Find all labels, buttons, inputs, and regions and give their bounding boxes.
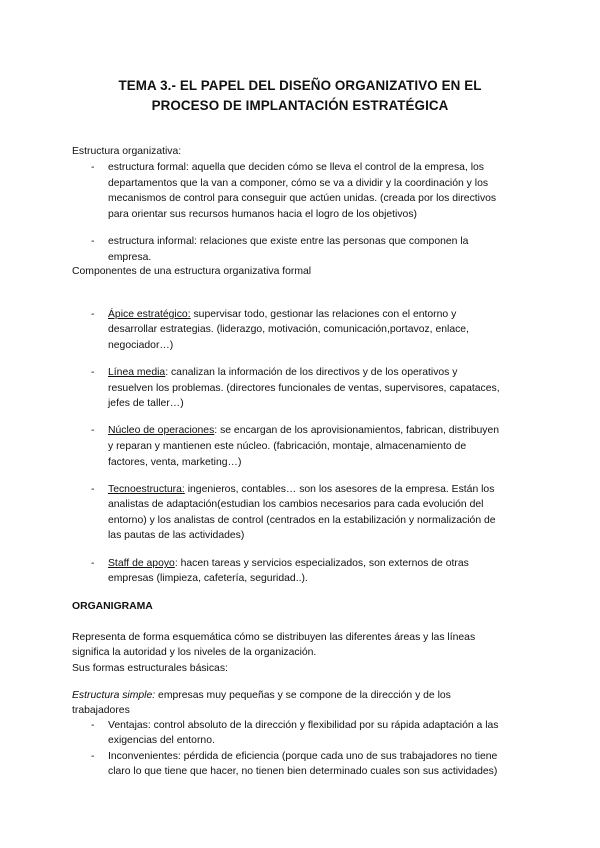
inconvenientes-line-2: claro lo que tiene que hacer, no tienen bien determinado cuales son sus actividades) bbox=[108, 766, 498, 777]
apice-text: supervisar todo, gestionar las relaciones con el entorno y bbox=[190, 309, 457, 320]
simple-line-1 bbox=[72, 688, 451, 704]
simple-text: empresas muy pequeñas y se compone de la dirección y de los bbox=[155, 690, 451, 701]
simple-term: Estructura simple: bbox=[72, 690, 156, 701]
linea-line-3: jefes de taller…) bbox=[108, 398, 184, 409]
bullet-dash: - bbox=[91, 484, 95, 495]
ventajas-line-1: Ventajas: control absoluto de la dirección y flexibilidad por su rápida adaptación a las bbox=[108, 720, 499, 731]
bullet-dash: - bbox=[91, 720, 95, 731]
tecno-line-4: las pautas de las actividades) bbox=[108, 530, 245, 541]
informal-line-1: estructura informal: relaciones que existe entre las personas que componen la bbox=[108, 236, 469, 247]
apice-line-3: negociador…) bbox=[108, 340, 174, 351]
nucleo-line-1 bbox=[108, 423, 499, 439]
tecno-text: ingenieros, contables… son los asesores de la empresa. Están los bbox=[184, 484, 495, 495]
bullet-dash: - bbox=[91, 558, 95, 569]
organigrama-intro-2: significa la autoridad y los niveles de la organización. bbox=[72, 647, 317, 658]
title-line-2: PROCESO DE IMPLANTACIÓN ESTRATÉGICA bbox=[151, 98, 449, 113]
title-line-1: TEMA 3.- EL PAPEL DEL DISEÑO ORGANIZATIVO EN EL bbox=[118, 78, 482, 93]
formal-line-4: para orientar sus recursos humanos hacia el logro de los objetivos) bbox=[108, 209, 417, 220]
ventajas-line-2: exigencias del entorno. bbox=[108, 735, 215, 746]
bullet-dash: - bbox=[91, 162, 95, 173]
organigrama-heading: ORGANIGRAMA bbox=[72, 601, 153, 612]
formal-line-2: departamentos que la van a componer, cómo se va a dividir y la coordinación y los bbox=[108, 178, 489, 189]
apice-term: Ápice estratégico: bbox=[108, 309, 191, 320]
tecno-line-1 bbox=[108, 482, 494, 498]
staff-text: : hacen tareas y servicios especializados, son externos de otras bbox=[174, 558, 469, 569]
tecno-line-3: entorno) y los analistas de control (centrados en la estabilización y normalización de bbox=[108, 515, 496, 526]
bullet-dash: - bbox=[91, 309, 95, 320]
organigrama-intro-1: Representa de forma esquemática cómo se distribuyen las diferentes áreas y las líneas bbox=[72, 632, 476, 643]
apice-line-2: desarrollar estrategias. (liderazgo, motivación, comunicación,portavoz, enlace, bbox=[108, 324, 469, 335]
nucleo-term: Núcleo de operaciones bbox=[108, 425, 215, 436]
apice-line-1 bbox=[108, 307, 456, 323]
linea-line-2: resuelven los problemas. (directores funcionales de ventas, supervisores, capataces, bbox=[108, 383, 500, 394]
informal-line-2: empresa. bbox=[108, 252, 152, 263]
tecno-term: Tecnoestructura: bbox=[108, 484, 185, 495]
organigrama-intro-3: Sus formas estructurales básicas: bbox=[72, 663, 228, 674]
nucleo-line-2: y reparan y mantienen este núcleo. (fabricación, montaje, almacenamiento de bbox=[108, 441, 467, 452]
staff-line-1 bbox=[108, 556, 469, 572]
tecno-line-2: analistas de adaptación(estudian los cambios necesarios para cada evolución del bbox=[108, 499, 484, 510]
componentes-heading: Componentes de una estructura organizativa formal bbox=[72, 266, 312, 277]
linea-text: : canalizan la información de los directivos y de los operativos y bbox=[165, 367, 458, 378]
staff-line-2: empresas (limpieza, cafetería, seguridad..). bbox=[108, 573, 308, 584]
formal-line-3: mecanismos de control para conseguir que actúen unidas. (creada por los directivos bbox=[108, 193, 497, 204]
page-title bbox=[60, 76, 540, 116]
inconvenientes-line-1: Inconvenientes: pérdida de eficiencia (porque cada uno de sus trabajadores no tiene bbox=[108, 751, 498, 762]
formal-line-1: estructura formal: aquella que deciden cómo se lleva el control de la empresa, los bbox=[108, 162, 484, 173]
bullet-dash: - bbox=[91, 236, 95, 247]
bullet-dash: - bbox=[91, 425, 95, 436]
estructura-heading: Estructura organizativa: bbox=[72, 146, 182, 157]
linea-term: Línea media bbox=[108, 367, 166, 378]
staff-term: Staff de apoyo bbox=[108, 558, 175, 569]
bullet-dash: - bbox=[91, 751, 95, 762]
nucleo-line-3: factores, venta, marketing…) bbox=[108, 457, 242, 468]
nucleo-text: : se encargan de los aprovisionamientos, fabrican, distribuyen bbox=[214, 425, 500, 436]
bullet-dash: - bbox=[91, 367, 95, 378]
simple-line-2: trabajadores bbox=[72, 705, 130, 716]
linea-line-1 bbox=[108, 365, 457, 381]
